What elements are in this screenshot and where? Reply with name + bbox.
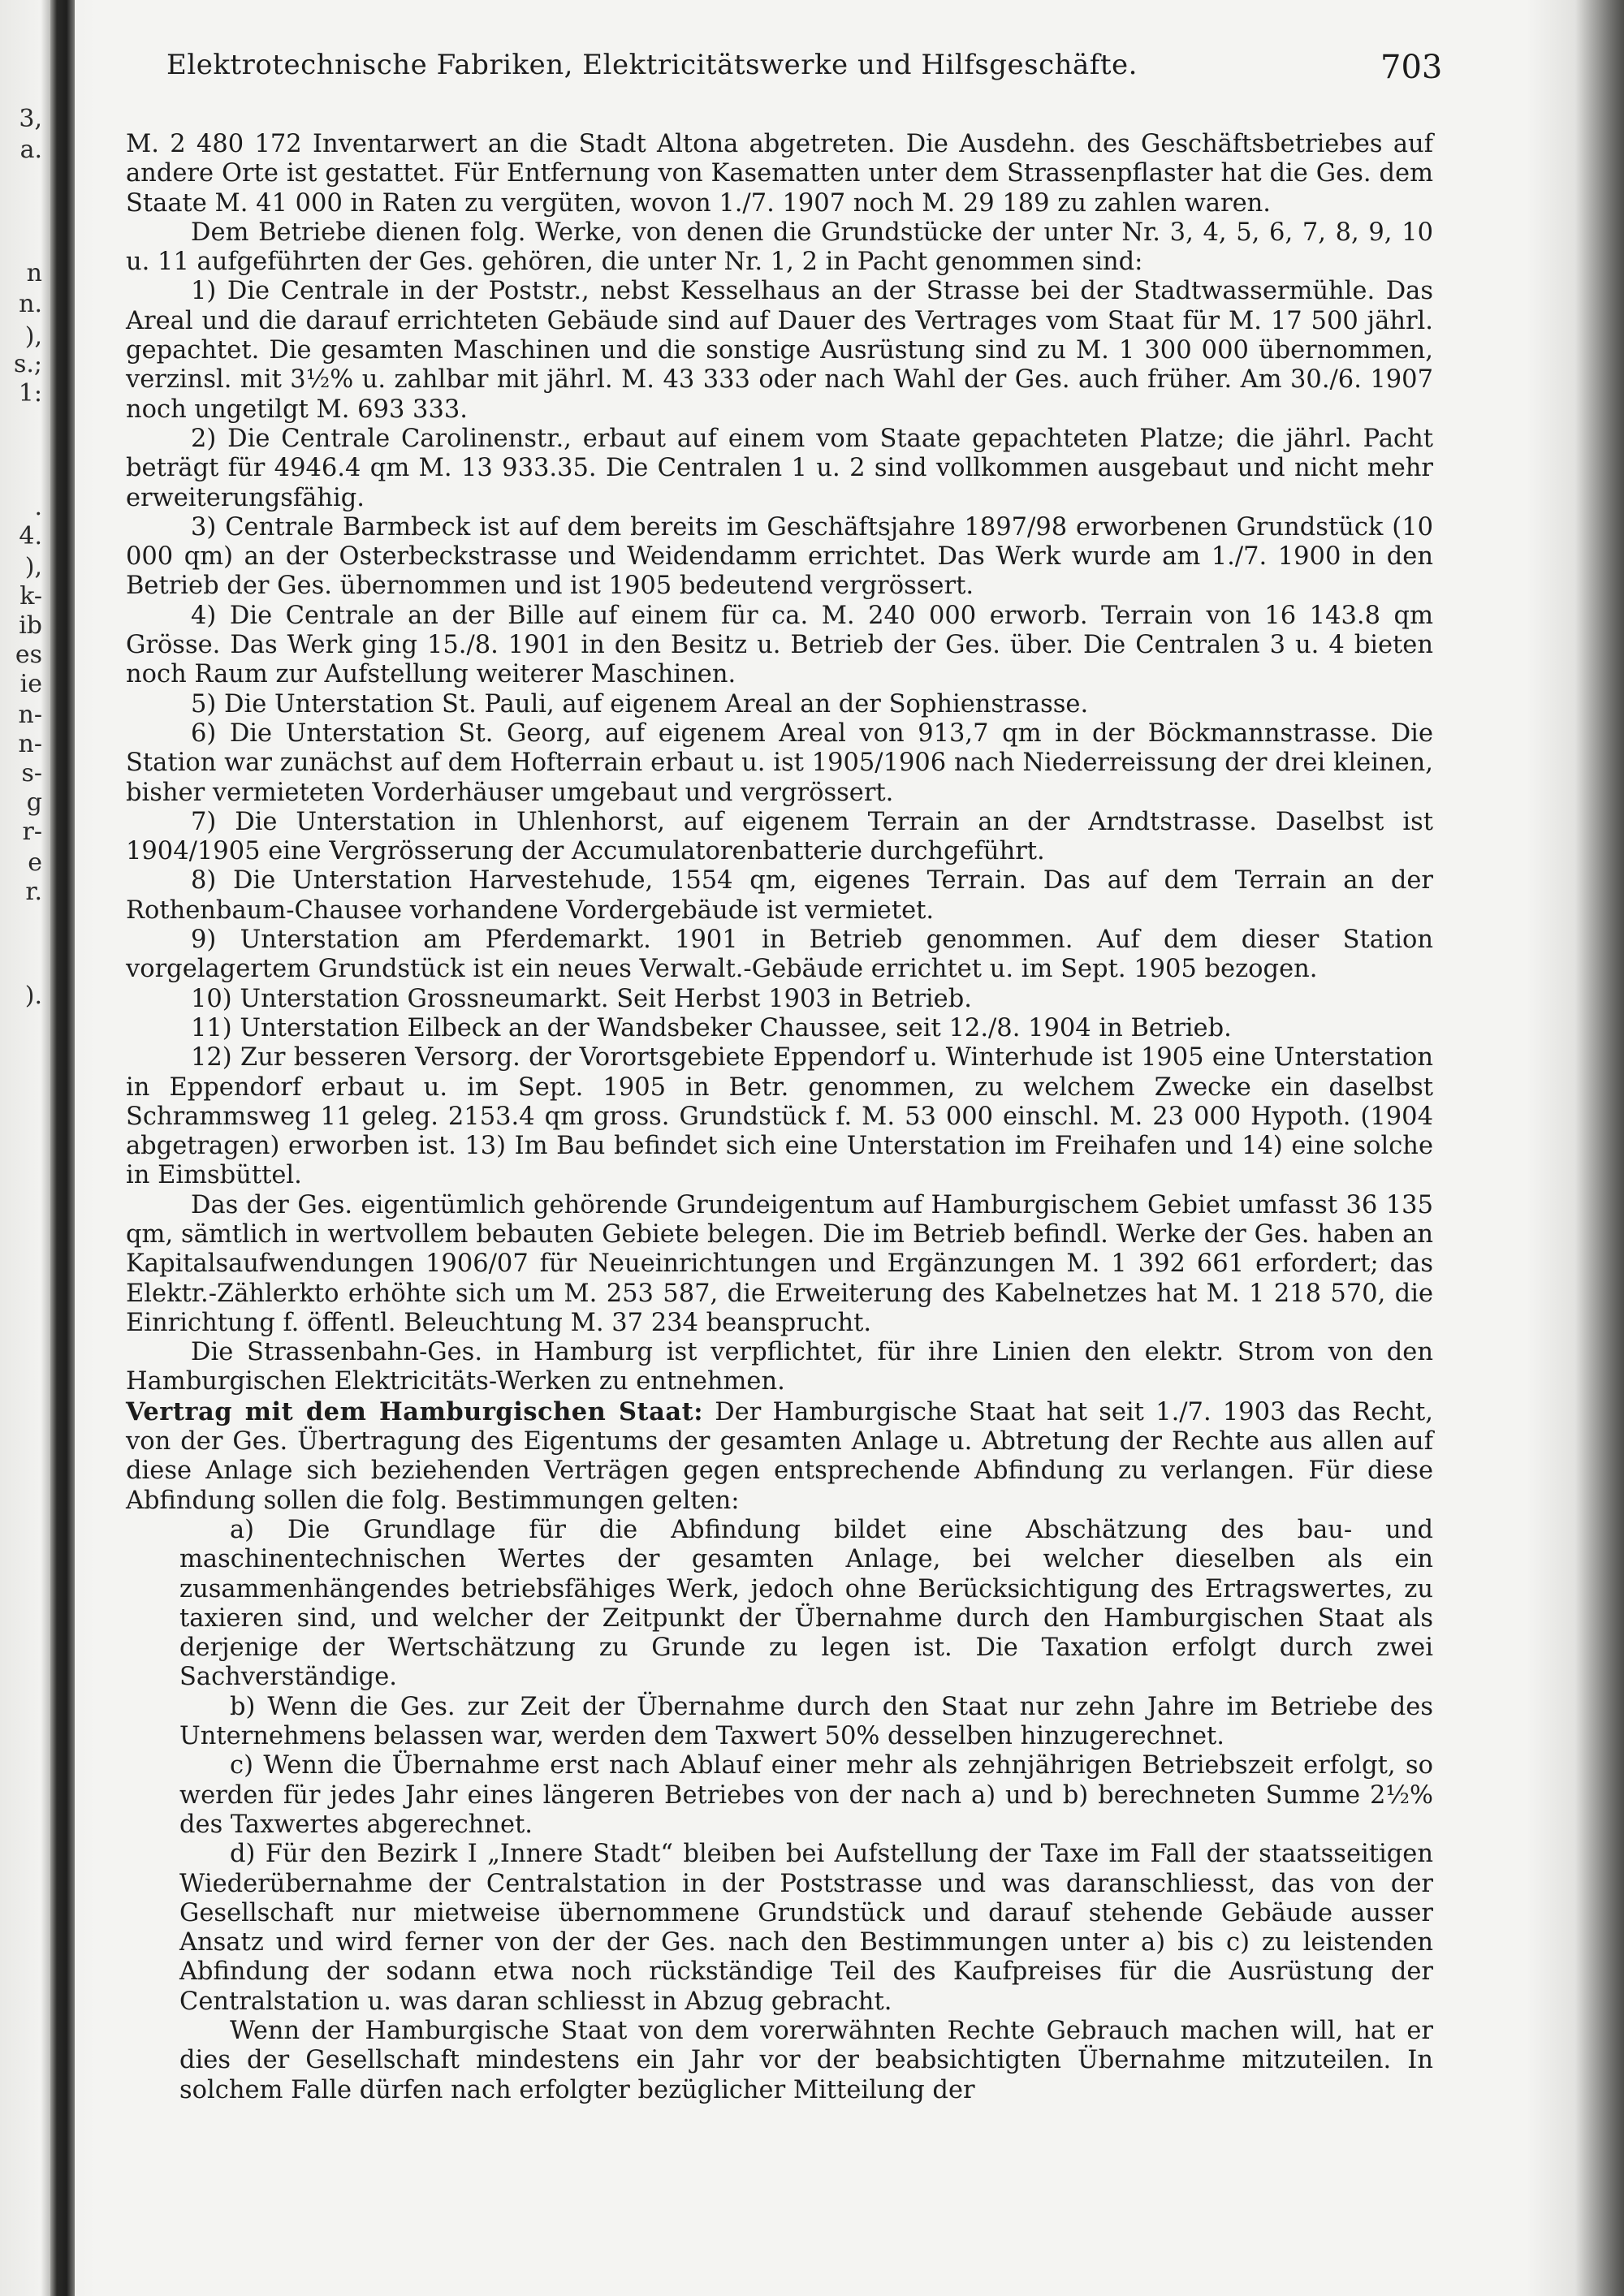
works-item-3: 3) Centrale Barmbeck ist auf dem bereits im Geschäftsjahre 1897/98 erworbenen Grundstück (10 000 qm) an der Osterbeckstrasse und Weidendamm errichtet. Das Werk wurde am 1./7. 1900 in den Betrieb der Ges. übernommen und ist 1905 bedeutend vergrössert. (126, 512, 1433, 601)
contract-item-a: a) Die Grundlage für die Abfindung bildet eine Abschätzung des bau- und maschinentechnischen Wertes der gesamten Anlage, bei welcher dieselben als ein zusammenhängendes betriebsfähiges Werk, jedoch ohne Berücksichtigung des Ertragswertes, zu taxieren sind, und welcher der Zeitpunkt der Übernahme durch den Hamburgischen Staat als derjenige der Wertschätzung zu Grunde zu legen ist. Die Taxation erfolgt durch zwei Sachverständige. (179, 1515, 1433, 1692)
margin-fragment: ie (19, 670, 42, 698)
margin-fragment: ). (24, 982, 42, 1010)
margin-fragment: n- (18, 701, 42, 729)
running-head: Elektrotechnische Fabriken, Elektricitätswerke und Hilfsgeschäfte. (166, 49, 1138, 81)
margin-fragment: ), (24, 553, 42, 581)
works-item-12: 12) Zur besseren Versorg. der Vorortsgebiete Eppendorf u. Winterhude ist 1905 eine Unterstation in Eppendorf erbaut u. im Sept. 1905 in Betr. genommen, zu welchem Zwecke ein daselbst Schrammsweg 11 geleg. 2153.4 qm gross. Grundstück f. M. 53 000 einschl. M. 23 000 Hypoth. (1904 abgetragen) erworben ist. 13) Im Bau befindet sich eine Unterstation im Freihafen und 14) eine solche in Eimsbüttel. (126, 1043, 1433, 1190)
works-item-10: 10) Unterstation Grossneumarkt. Seit Herbst 1903 in Betrieb. (191, 984, 972, 1013)
margin-fragment: r. (25, 878, 42, 906)
margin-fragment: es (15, 641, 42, 669)
margin-fragment: ib (19, 611, 42, 640)
margin-fragment: . (34, 493, 42, 521)
paragraph-tramway: Die Strassenbahn-Ges. in Hamburg ist verpflichtet, für ihre Linien den elektr. Strom von den Hamburgischen Elektricitäts-Werken zu entnehmen. (126, 1338, 1433, 1396)
contract-item-d: d) Für den Bezirk I „Innere Stadt“ bleiben bei Aufstellung der Taxe im Fall der staatsseitigen Wiederübernahme der Centralstation in der Poststrasse und was daranschliesst, das von der Gesellschaft nur mietweise übernommene Grundstück und darauf stehende Gebäude ausser Ansatz und wird ferner von der der Ges. nach den Bestimmungen unter a) bis c) zu leistenden Abfindung der sodann etwa noch rückständige Teil des Kaufpreises für die Ausrüstung der Centralstation u. was daran schliesst in Abzug gebracht. (179, 1840, 1433, 2016)
margin-fragment: s.; (13, 350, 42, 378)
contract-item-b: b) Wenn die Ges. zur Zeit der Übernahme durch den Staat nur zehn Jahre im Betriebe des Unternehmens belassen war, werden dem Taxwert 50% desselben hinzugerechnet. (179, 1692, 1433, 1751)
margin-fragment: ), (24, 322, 42, 351)
contract-text: Der Hamburgische Staat hat seit 1./7. 1903 das Recht, von der Ges. Übertragung des Eigentums der gesamten Anlage u. Abtretung der Rechte aus allen auf diese Anlage sich beziehenden Verträgen gegen entsprechende Abfindung zu verlangen. Für diese Abfindung sollen die folg. Bestimmungen gelten: (126, 1397, 1433, 1515)
margin-fragment: g (26, 788, 42, 817)
works-item-11: 11) Unterstation Eilbeck an der Wandsbeker Chaussee, seit 12./8. 1904 in Betrieb. (191, 1013, 1232, 1042)
margin-fragment: n (26, 259, 42, 287)
works-item-6: 6) Die Unterstation St. Georg, auf eigenem Areal von 913,7 qm in der Böckmannstrasse. Die Station war zunächst auf dem Hofterrain erbaut u. ist 1905/1906 nach Niederreissung der drei kleinen, bisher vermieteten Vorderhäuser umgebaut und vergrössert. (126, 719, 1433, 807)
margin-fragment: 3, (19, 105, 42, 133)
book-spine-shadow (50, 0, 75, 2296)
contract-heading: Vertrag mit dem Hamburgischen Staat: (126, 1396, 703, 1426)
paragraph-property: Das der Ges. eigentümlich gehörende Grundeigentum auf Hamburgischem Gebiet umfasst 36 135 qm, sämtlich in wertvollem bebauten Gebiete belegen. Die im Betrieb befindl. Werke der Ges. haben an Kapitalsaufwendungen 1906/07 für Neueinrichtungen und Ergänzungen M. 1 392 661 erfordert; das Elektr.-Zählerkto erhöhte sich um M. 253 587, die Erweiterung des Kabelnetzes hat M. 1 218 570, die Einrichtung f. öffentl. Beleuchtung M. 37 234 beansprucht. (126, 1190, 1433, 1337)
works-item-2: 2) Die Centrale Carolinenstr., erbaut auf einem vom Staate gepachteten Platze; die jährl. Pacht beträgt für 4946.4 qm M. 13 933.35. Die Centralen 1 u. 2 sind vollkommen ausgebaut und nicht mehr erweiterungsfähig. (126, 424, 1433, 512)
paragraph-works-intro: Dem Betriebe dienen folg. Werke, von denen die Grundstücke der unter Nr. 3, 4, 5, 6, 7, 8, 9, 10 u. 11 aufgeführten der Ges. gehören, die unter Nr. 1, 2 in Pacht genommen sind: (126, 218, 1433, 277)
paragraph-notice: Wenn der Hamburgische Staat von dem vorerwähnten Rechte Gebrauch machen will, hat er dies der Gesellschaft mindestens ein Jahr vor der beabsichtigten Übernahme mitzuteilen. In solchem Falle dürfen nach erfolgter bezüglicher Mitteilung der (179, 2017, 1433, 2104)
margin-fragment: 1: (18, 379, 42, 408)
margin-fragment: e (28, 848, 42, 877)
page-number: 703 (1380, 49, 1443, 86)
works-item-4: 4) Die Centrale an der Bille auf einem für ca. M. 240 000 erworb. Terrain von 16 143.8 qm Grösse. Das Werk ging 15./8. 1901 in den Besitz u. Betrieb der Ges. über. Die Centralen 3 u. 4 bieten noch Raum zur Aufstellung weiterer Maschinen. (126, 601, 1433, 689)
margin-fragment: n. (19, 290, 42, 318)
works-item-7: 7) Die Unterstation in Uhlenhorst, auf eigenem Terrain an der Arndtstrasse. Daselbst ist 1904/1905 eine Vergrösserung der Accumulatorenbatterie durchgeführt. (126, 807, 1433, 866)
margin-fragment: s- (21, 759, 42, 788)
contract-item-c: c) Wenn die Übernahme erst nach Ablauf einer mehr als zehnjährigen Betriebszeit erfolgt, so werden für jedes Jahr eines längeren Betriebes von der nach a) und b) berechneten Summe 2½% des Taxwertes abgerechnet. (179, 1751, 1433, 1839)
margin-fragment: a. (19, 136, 42, 164)
margin-fragment: r- (22, 818, 42, 846)
page-body (126, 130, 1433, 2105)
works-item-8: 8) Die Unterstation Harvestehude, 1554 qm, eigenes Terrain. Das auf dem Terrain an der Rothenbaum-Chausee vorhandene Vordergebäude ist vermietet. (126, 866, 1433, 925)
works-item-1: 1) Die Centrale in der Poststr., nebst Kesselhaus an der Strasse bei der Stadtwassermühle. Das Areal und die darauf errichteten Gebäude sind auf Dauer des Vertrages vom Staat für M. 17 500 jährl. gepachtet. Die gesamten Maschinen und die sonstige Ausrüstung sind zu M. 1 300 000 übernommen, verzinsl. mit 3½% u. zahlbar mit jährl. M. 43 333 oder nach Wahl der Ges. auch früher. Am 30./6. 1907 noch ungetilgt M. 693 333. (126, 277, 1433, 424)
works-item-9: 9) Unterstation am Pferdemarkt. 1901 in Betrieb genommen. Auf dem dieser Station vorgelagertem Grundstück ist ein neues Verwalt.-Gebäude errichtet u. im Sept. 1905 bezogen. (126, 926, 1433, 984)
margin-fragment: n- (18, 730, 42, 758)
paragraph-contract (126, 1397, 1433, 1516)
margin-fragment: 4. (19, 522, 42, 550)
margin-fragment: k- (19, 582, 42, 611)
paragraph-altona: M. 2 480 172 Inventarwert an die Stadt Altona abgetreten. Die Ausdehn. des Geschäftsbetriebes auf andere Orte ist gestattet. Für Entfernung von Kasematten unter dem Strassenpflaster hat die Ges. dem Staate M. 41 000 in Raten zu vergüten, wovon 1./7. 1907 noch M. 29 189 zu zahlen waren. (126, 130, 1433, 218)
page-edge-shadow (1575, 0, 1624, 2296)
works-item-5: 5) Die Unterstation St. Pauli, auf eigenem Areal an der Sophienstrasse. (191, 689, 1089, 719)
